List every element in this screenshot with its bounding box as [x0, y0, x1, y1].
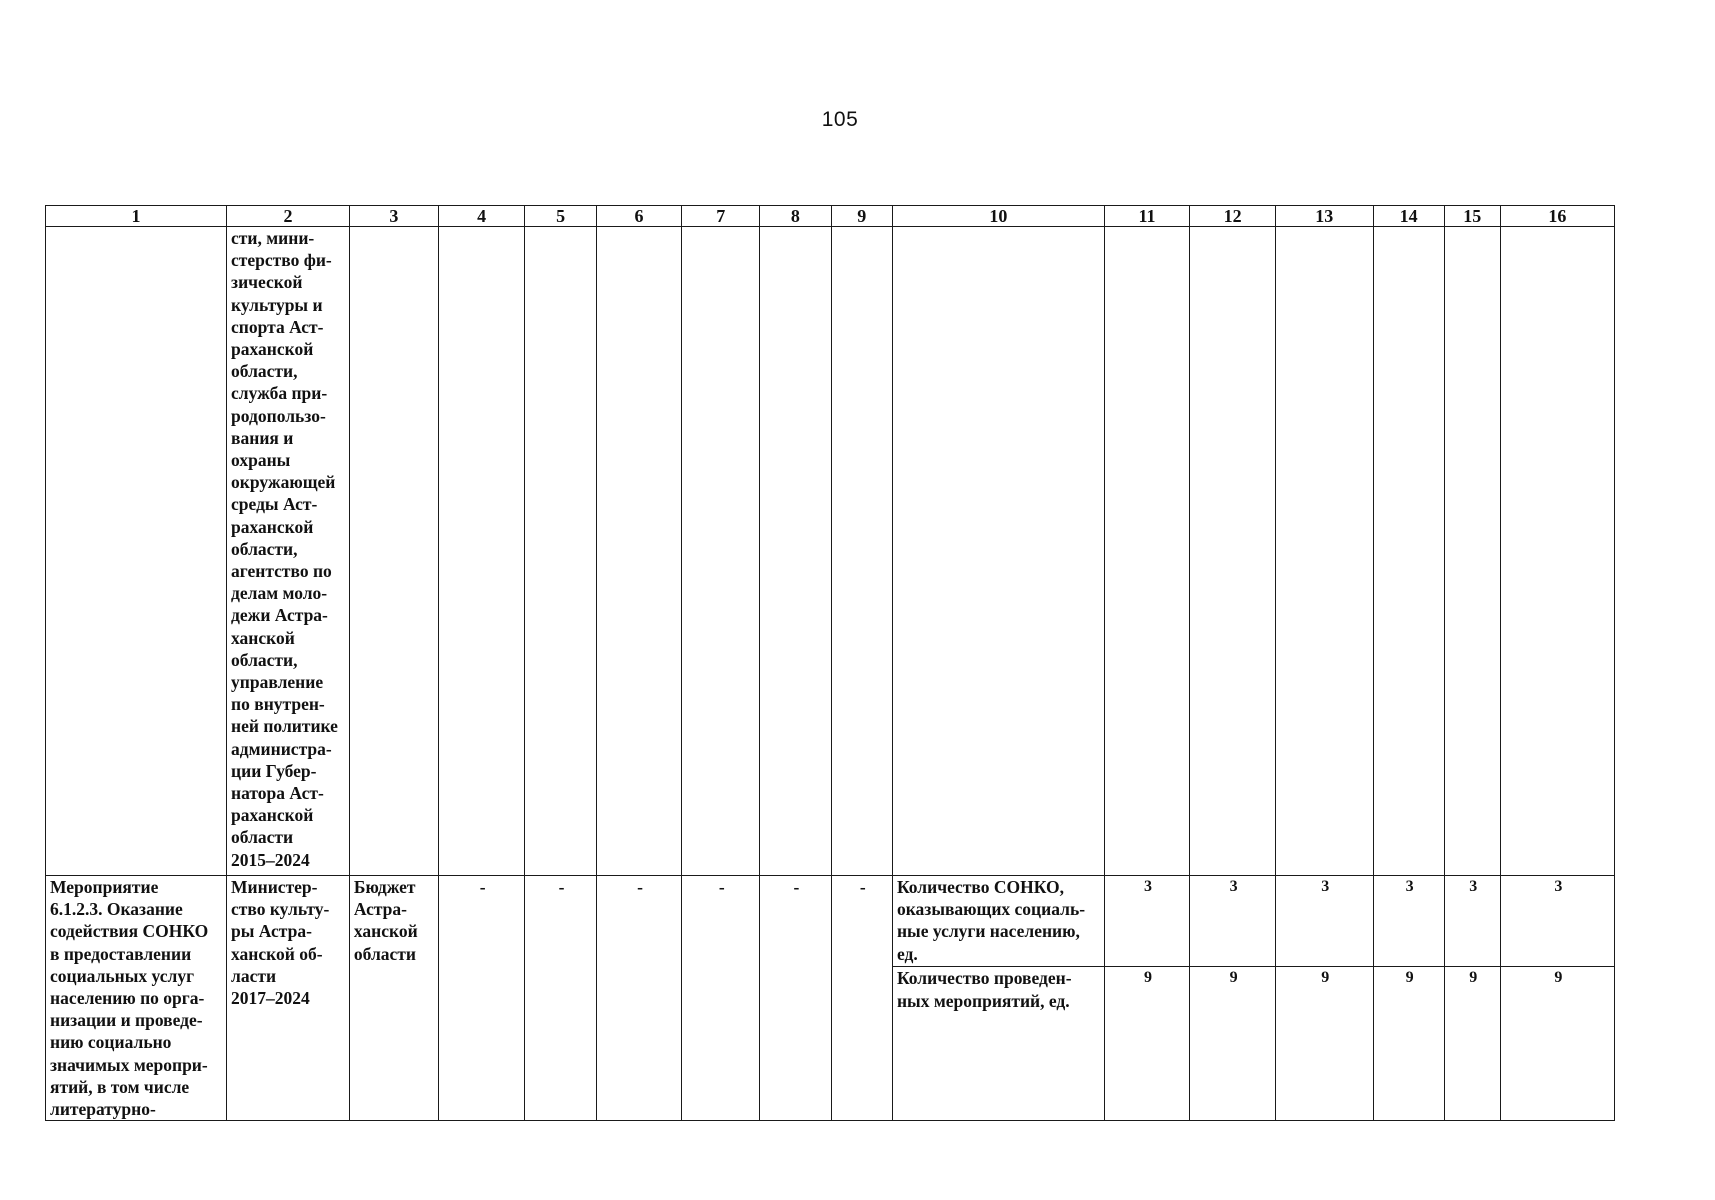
table-header-row [46, 206, 1615, 227]
indicator-value-cell: 9 [1275, 967, 1373, 1121]
indicator-value-cell: 9 [1190, 967, 1276, 1121]
column-header: 16 [1500, 206, 1614, 227]
table-cell [1275, 227, 1373, 876]
column-header: 11 [1104, 206, 1190, 227]
responsible-executors-cell: сти, мини- стерство фи- зической культуры и спорта Аст- раханской области, служба при- родопользо- вания и охраны окружающей среды Аст- раханской области, агентство по делам моло- дежи Астра- ханской области, управление по внутрен- ней политике администра- ции Губер- натора Аст- раханской области 2015–2024 [227, 227, 350, 876]
indicator-value-cell: 3 [1444, 876, 1500, 967]
funding-value-cell: - [760, 876, 831, 1121]
column-header: 9 [831, 206, 892, 227]
column-header: 14 [1373, 206, 1444, 227]
page-number: 105 [821, 108, 859, 131]
funding-value-cell: - [682, 876, 760, 1121]
table-cell [1190, 227, 1276, 876]
funding-value-cell: - [831, 876, 892, 1121]
funding-value-cell: - [438, 876, 525, 1121]
table-row-continuation [46, 227, 1615, 876]
table-cell [892, 227, 1104, 876]
indicator-name-cell: Количество проведен- ных мероприятий, ед. [892, 967, 1104, 1121]
table-cell [1444, 227, 1500, 876]
indicator-value-cell: 3 [1104, 876, 1190, 967]
indicator-name-cell: Количество СОНКО, оказывающих социаль- ные услуги населению, ед. [892, 876, 1104, 967]
table-cell [525, 227, 596, 876]
table-row-event [46, 876, 1615, 967]
column-header: 3 [349, 206, 438, 227]
table-cell [1373, 227, 1444, 876]
indicator-value-cell: 3 [1500, 876, 1614, 967]
indicator-value-cell: 3 [1373, 876, 1444, 967]
column-header: 12 [1190, 206, 1276, 227]
event-executor-cell: Министер- ство культу- ры Астра- ханской об- ласти 2017–2024 [227, 876, 350, 1121]
table-cell [831, 227, 892, 876]
indicator-value-cell: 9 [1500, 967, 1614, 1121]
column-header: 6 [596, 206, 682, 227]
program-activities-table [45, 205, 1615, 1121]
indicator-value-cell: 3 [1190, 876, 1276, 967]
table-cell [438, 227, 525, 876]
column-header: 10 [892, 206, 1104, 227]
table-cell [596, 227, 682, 876]
column-header: 15 [1444, 206, 1500, 227]
column-header: 7 [682, 206, 760, 227]
column-header: 5 [525, 206, 596, 227]
funding-value-cell: - [525, 876, 596, 1121]
indicator-value-cell: 9 [1373, 967, 1444, 1121]
event-name-cell: Мероприятие 6.1.2.3. Оказание содействия СОНКО в предоставлении социальных услуг населению по орга- низации и проведе- нию социально значимых меропри- ятий, в том числе литературно- [46, 876, 227, 1121]
column-header: 8 [760, 206, 831, 227]
table-cell [349, 227, 438, 876]
column-header: 13 [1275, 206, 1373, 227]
table-cell [1500, 227, 1614, 876]
table-cell [760, 227, 831, 876]
column-header: 1 [46, 206, 227, 227]
indicator-value-cell: 9 [1444, 967, 1500, 1121]
table-cell [682, 227, 760, 876]
funding-value-cell: - [596, 876, 682, 1121]
funding-source-cell: Бюджет Астра- ханской области [349, 876, 438, 1121]
column-header: 2 [227, 206, 350, 227]
table-cell [1104, 227, 1190, 876]
indicator-value-cell: 9 [1104, 967, 1190, 1121]
column-header: 4 [438, 206, 525, 227]
indicator-value-cell: 3 [1275, 876, 1373, 967]
table-cell [46, 227, 227, 876]
